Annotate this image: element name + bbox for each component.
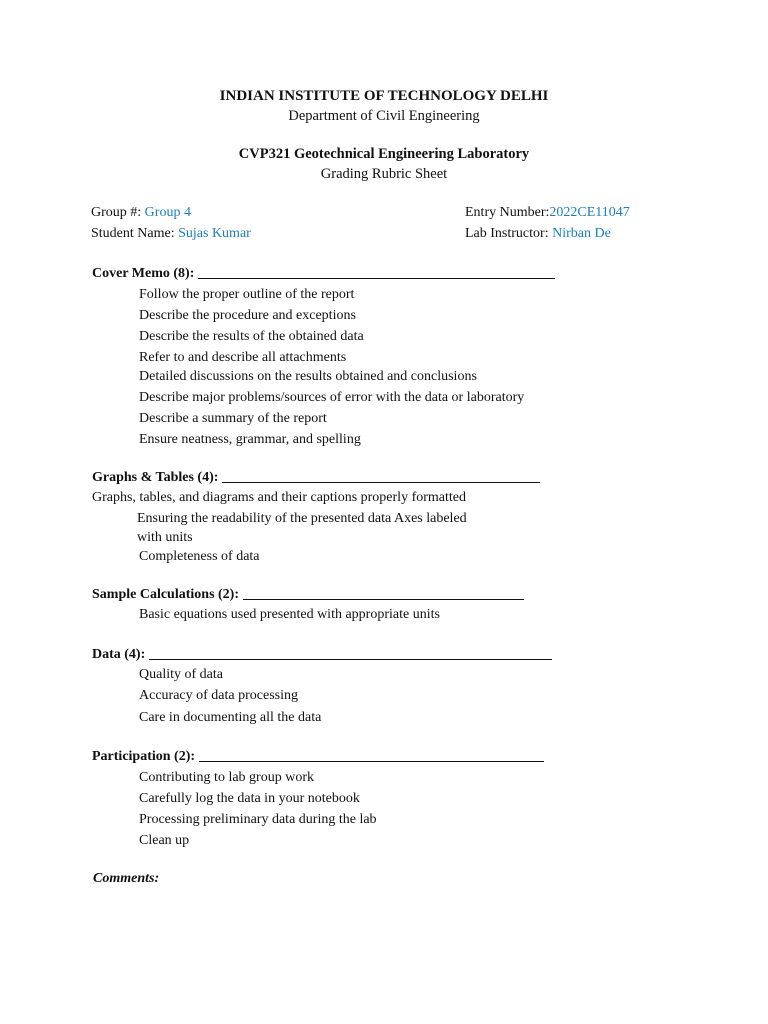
sample-calculations-score-line [243,598,524,600]
sheet-title: Grading Rubric Sheet [320,166,448,182]
entry-label: Entry Number: [465,205,550,220]
participation-title: Participation (2): [92,749,196,764]
list-item: Follow the proper outline of the report [139,287,355,302]
graphs-tables-heading [92,471,540,485]
list-item: Completeness of data [139,549,260,564]
student-value: Sujas Kumar [178,226,251,241]
list-item: Describe the results of the obtained data [139,329,364,344]
graphs-tables-score-line [222,481,540,483]
instructor-value: Nirban De [552,226,611,241]
group-label: Group #: [91,205,145,220]
instructor-label: Lab Instructor: [465,226,553,241]
list-item: Detailed discussions on the results obtained and conclusions [139,369,477,384]
list-item: Graphs, tables, and diagrams and their captions properly formatted [92,490,466,505]
data-heading [92,648,552,662]
list-item: Contributing to lab group work [139,770,314,785]
list-item: Quality of data [139,667,223,682]
list-item: Processing preliminary data during the lab [139,812,377,827]
list-item: Describe a summary of the report [139,411,327,426]
list-item: Carefully log the data in your notebook [139,791,360,806]
comments-label: Comments: [93,871,160,886]
cover-memo-score-line [198,277,555,279]
list-item: with units [137,530,193,545]
student-field [91,227,251,241]
data-score-line [149,658,552,660]
list-item: Refer to and describe all attachments [139,350,347,365]
list-item: Describe major problems/sources of error with the data or laboratory [139,390,525,405]
data-title: Data (4): [92,647,146,662]
list-item: Ensuring the readability of the presented data Axes labeled [137,511,467,526]
participation-heading [92,750,544,764]
sample-calculations-title: Sample Calculations (2): [92,587,239,602]
student-label: Student Name: [91,226,179,241]
list-item: Care in documenting all the data [139,710,322,725]
list-item: Basic equations used presented with appropriate units [139,607,440,622]
department-name: Department of Civil Engineering [288,108,480,124]
institute-title: INDIAN INSTITUTE OF TECHNOLOGY DELHI [219,88,549,104]
list-item: Ensure neatness, grammar, and spelling [139,432,361,447]
graphs-tables-title: Graphs & Tables (4): [92,470,219,485]
list-item: Accuracy of data processing [139,688,298,703]
entry-field [465,206,630,220]
course-title: CVP321 Geotechnical Engineering Laboratory [238,146,530,162]
entry-value: 2022CE11047 [549,205,630,220]
group-value: Group 4 [144,205,191,220]
instructor-field [465,227,611,241]
list-item: Describe the procedure and exceptions [139,308,356,323]
cover-memo-title: Cover Memo (8): [92,266,195,281]
cover-memo-heading [92,267,555,281]
participation-score-line [199,760,544,762]
list-item: Clean up [139,833,190,848]
sample-calculations-heading [92,588,524,602]
group-field [91,206,191,220]
